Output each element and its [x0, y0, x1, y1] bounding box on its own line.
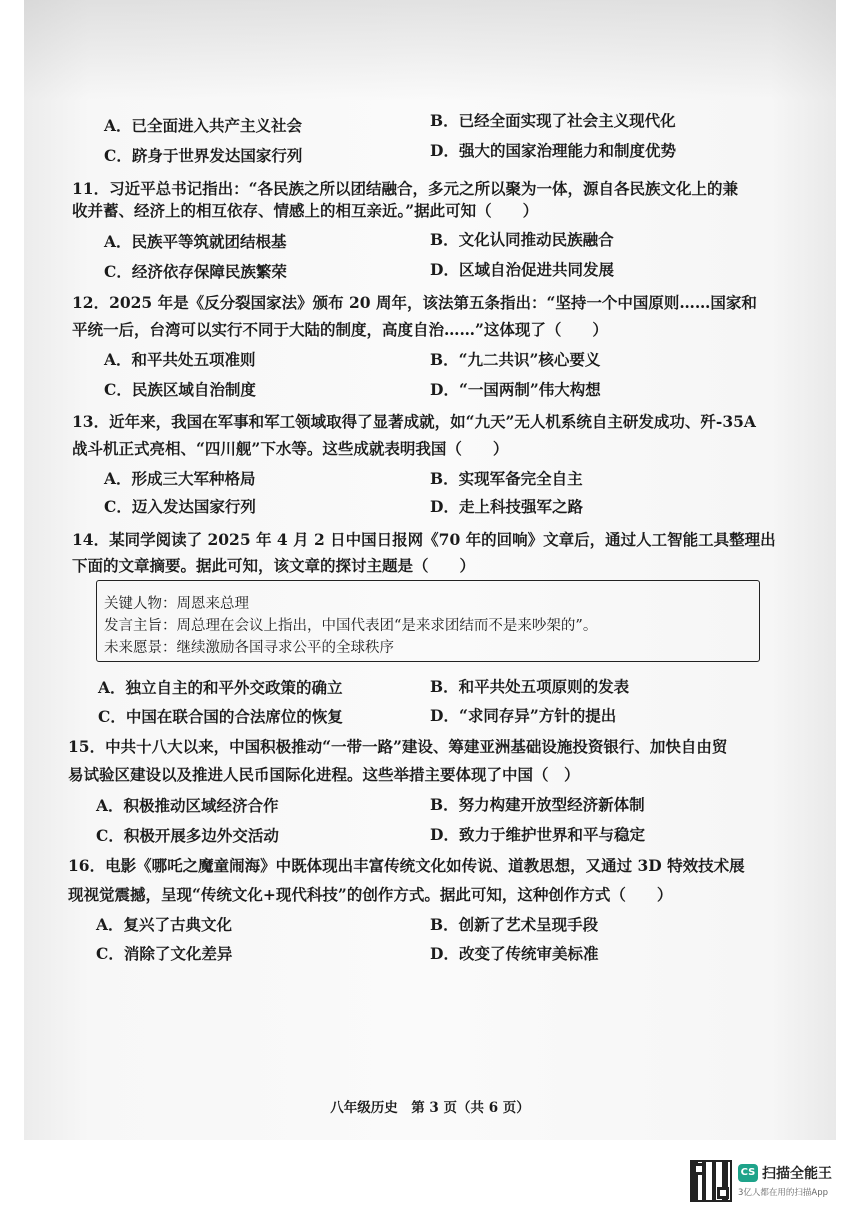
scan-shadow [24, 0, 836, 100]
q11-stem-line2: 收并蓄、经济上的相互依存、情感上的相互亲近。”据此可知（ ） [72, 201, 539, 220]
camscanner-logo-icon: CS [738, 1164, 758, 1182]
q13-option-a: A．形成三大军种格局 [104, 469, 256, 488]
q14-option-d: D．“求同存异”方针的提出 [430, 706, 617, 725]
q16-option-a: A．复兴了古典文化 [96, 915, 233, 934]
qr-code-icon [690, 1160, 732, 1202]
q14-stem-line1: 14．某同学阅读了 2025 年 4 月 2 日中国日报网《70 年的回响》文章后，通过人工智能工具整理出 [72, 530, 776, 549]
q15-stem-line2: 易试验区建设以及推进人民币国际化进程。这些举措主要体现了中国（ ） [68, 765, 580, 784]
q15-option-a: A．积极推动区域经济合作 [96, 796, 279, 815]
page-footer: 八年级历史 第 3 页（共 6 页） [330, 1100, 530, 1116]
q14-option-a: A．独立自主的和平外交政策的确立 [98, 678, 343, 697]
q11-stem-line1: 11．习近平总书记指出：“各民族之所以团结融合，多元之所以聚为一体，源自各民族文化上的兼 [72, 179, 738, 198]
summary-key-person: 关键人物：周恩来总理 [104, 596, 249, 612]
q11-option-a: A．民族平等筑就团结根基 [104, 232, 287, 251]
summary-speech-gist: 发言主旨：周总理在会议上指出，中国代表团“是来求团结而不是来吵架的”。 [104, 618, 598, 634]
q15-option-c: C．积极开展多边外交活动 [96, 826, 279, 845]
q16-stem-line2: 现视觉震撼，呈现“传统文化+现代科技”的创作方式。据此可知，这种创作方式（ ） [68, 885, 673, 904]
q10-option-d: D．强大的国家治理能力和制度优势 [430, 141, 676, 160]
summary-future-vision: 未来愿景：继续激励各国寻求公平的全球秩序 [104, 640, 394, 656]
q15-option-d: D．致力于维护世界和平与稳定 [430, 825, 645, 844]
q13-option-c: C．迈入发达国家行列 [104, 497, 256, 516]
q16-option-b: B．创新了艺术呈现手段 [430, 915, 599, 934]
q10-option-c: C．跻身于世界发达国家行列 [104, 146, 303, 165]
q14-option-b: B．和平共处五项原则的发表 [430, 677, 630, 696]
q16-option-c: C．消除了文化差异 [96, 944, 233, 963]
q12-stem-line1: 12．2025 年是《反分裂国家法》颁布 20 周年，该法第五条指出：“坚持一个中国原则……国家和 [72, 293, 757, 312]
q15-option-b: B．努力构建开放型经济新体制 [430, 795, 645, 814]
q12-option-b: B．“九二共识”核心要义 [430, 350, 601, 369]
q16-stem-line1: 16．电影《哪吒之魔童闹海》中既体现出丰富传统文化如传说、道教思想，又通过 3D 特效技术展 [68, 856, 745, 875]
q16-option-d: D．改变了传统审美标准 [430, 944, 599, 963]
scanner-brand: 扫描全能王 [762, 1166, 832, 1182]
q13-stem-line2: 战斗机正式亮相、“四川舰”下水等。这些成就表明我国（ ） [72, 439, 509, 458]
q10-option-b: B．已经全面实现了社会主义现代化 [430, 111, 676, 130]
q12-option-d: D．“一国两制”伟大构想 [430, 380, 601, 399]
q14-stem-line2: 下面的文章摘要。据此可知，该文章的探讨主题是（ ） [72, 556, 476, 575]
q13-stem-line1: 13．近年来，我国在军事和军工领域取得了显著成就，如“九天”无人机系统自主研发成功、歼-35A [72, 412, 756, 431]
q15-stem-line1: 15．中共十八大以来，中国积极推动“一带一路”建设、筹建亚洲基础设施投资银行、加快自由贸 [68, 737, 728, 756]
q12-stem-line2: 平统一后，台湾可以实行不同于大陆的制度，高度自治……”这体现了（ ） [72, 320, 608, 339]
q12-option-c: C．民族区域自治制度 [104, 380, 256, 399]
scanner-watermark [690, 1160, 850, 1206]
q13-option-b: B．实现军备完全自主 [430, 469, 583, 488]
q11-option-c: C．经济依存保障民族繁荣 [104, 262, 287, 281]
q11-option-b: B．文化认同推动民族融合 [430, 230, 614, 249]
q10-option-a: A．已全面进入共产主义社会 [104, 116, 303, 135]
q13-option-d: D．走上科技强军之路 [430, 497, 583, 516]
q14-option-c: C．中国在联合国的合法席位的恢复 [98, 707, 343, 726]
q11-option-d: D．区域自治促进共同发展 [430, 260, 614, 279]
scanner-tagline: 3亿人都在用的扫描App [738, 1188, 829, 1198]
q12-option-a: A．和平共处五项准则 [104, 350, 256, 369]
